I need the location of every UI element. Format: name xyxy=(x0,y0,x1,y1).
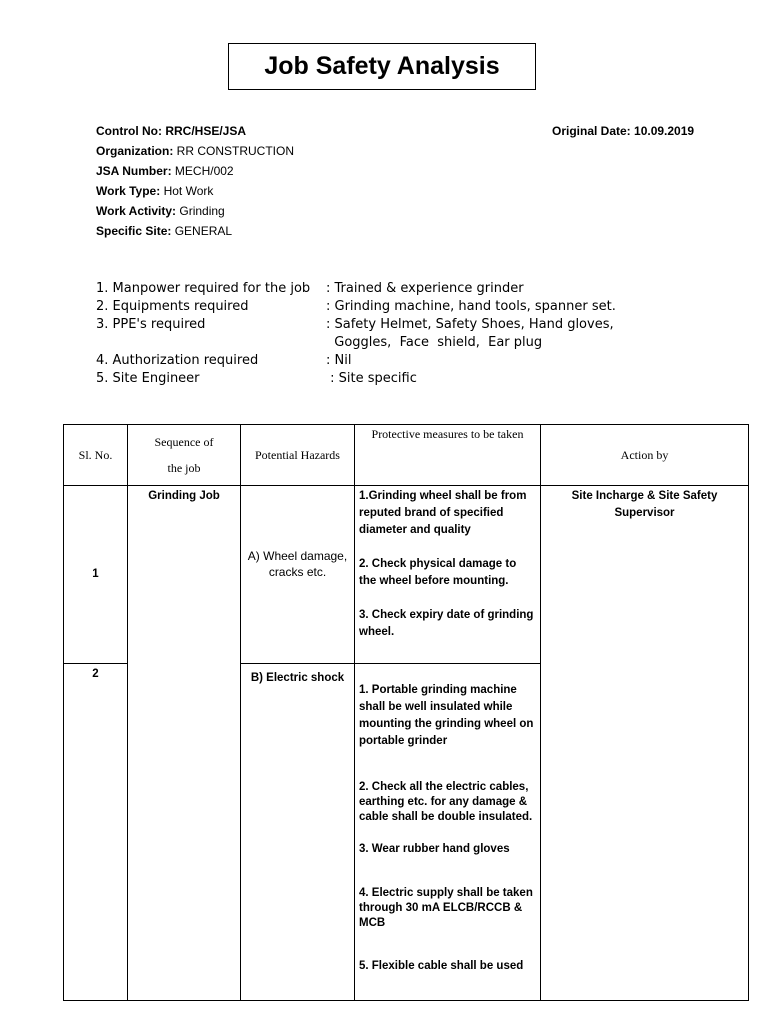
requirement-value: : Nil xyxy=(326,353,352,368)
document-title: Job Safety Analysis xyxy=(264,52,500,80)
header-sequence xyxy=(128,425,241,486)
row-2-measure: 1. Portable grinding machine shall be well insulated while mounting the grinding wheel on portable grinder xyxy=(359,684,534,747)
row-2-measure: 4. Electric supply shall be taken through 30 mA ELCB/RCCB & MCB xyxy=(359,887,533,929)
specific-site-line xyxy=(96,221,294,241)
row-2-measure: 5. Flexible cable shall be used xyxy=(359,960,524,972)
row-sequence-text: Grinding Job xyxy=(148,490,220,502)
jsa-table xyxy=(63,424,749,1001)
requirement-label: 1. Manpower required for the job xyxy=(96,281,311,296)
header-sequence-line1: Sequence of xyxy=(154,435,214,449)
organization-label: Organization: xyxy=(96,144,177,158)
row-1-sl xyxy=(64,486,128,664)
original-date-value: 10.09.2019 xyxy=(634,124,695,138)
requirement-value: Goggles, Face shield, Ear plug xyxy=(326,335,543,350)
row-2-measure: 2. Check all the electric cables, earthing etc. for any damage & cable shall be double insulated. xyxy=(359,781,533,823)
table-row xyxy=(64,486,749,664)
work-type-line xyxy=(96,181,294,201)
header-sl-no-text: Sl. No. xyxy=(78,447,113,462)
requirement-label: 2. Equipments required xyxy=(96,299,249,314)
original-date-line xyxy=(552,121,694,141)
table-header-row xyxy=(64,425,749,486)
row-2-measure: 3. Wear rubber hand gloves xyxy=(359,843,510,855)
header-sequence-line2: the job xyxy=(167,461,201,475)
header-action xyxy=(541,425,749,486)
row-sequence xyxy=(128,486,241,1001)
work-activity-line xyxy=(96,201,294,221)
header-measures xyxy=(355,425,541,486)
specific-site-label: Specific Site: xyxy=(96,224,175,238)
requirement-value: : Site specific xyxy=(326,371,417,386)
meta-block xyxy=(96,121,294,241)
document-title-box xyxy=(228,43,536,90)
specific-site-value: GENERAL xyxy=(174,224,233,238)
row-1-measure: 1.Grinding wheel shall be from reputed brand of specified diameter and quality xyxy=(359,490,527,536)
organization-line xyxy=(96,141,294,161)
header-hazards-text: Potential Hazards xyxy=(255,447,340,462)
header-measures-text: Protective measures to be taken xyxy=(371,427,524,441)
work-activity-label: Work Activity: xyxy=(96,204,180,218)
control-no-line xyxy=(96,121,294,141)
row-2-sl-text: 2 xyxy=(92,668,99,680)
requirement-value: : Trained & experience grinder xyxy=(326,281,524,296)
row-2-hazard xyxy=(241,664,355,1001)
jsa-number-label: JSA Number: xyxy=(96,164,175,178)
jsa-number-line xyxy=(96,161,294,181)
row-2-hazard-text: B) Electric shock xyxy=(250,672,345,684)
row-2-measures xyxy=(355,664,541,1001)
control-no-value: RRC/HSE/JSA xyxy=(165,124,247,138)
row-1-sl-text: 1 xyxy=(92,568,99,580)
original-date-label: Original Date: xyxy=(552,124,635,138)
control-no-label: Control No: xyxy=(96,124,166,138)
organization-value: RR CONSTRUCTION xyxy=(176,144,294,158)
jsa-number-value: MECH/002 xyxy=(174,164,234,178)
requirement-value: : Grinding machine, hand tools, spanner set. xyxy=(326,299,616,314)
row-1-measures xyxy=(355,486,541,664)
row-1-hazard-text: A) Wheel damage, cracks etc. xyxy=(247,549,348,579)
row-1-measure: 3. Check expiry date of grinding wheel. xyxy=(359,609,534,638)
requirement-label: 3. PPE's required xyxy=(96,317,206,332)
header-action-text: Action by xyxy=(620,447,669,462)
row-action-text: Site Incharge & Site Safety Supervisor xyxy=(571,490,718,519)
work-activity-value: Grinding xyxy=(179,204,225,218)
header-sl-no xyxy=(64,425,128,486)
work-type-value: Hot Work xyxy=(163,184,214,198)
row-2-sl xyxy=(64,664,128,1001)
row-1-measure: 2. Check physical damage to the wheel before mounting. xyxy=(359,558,517,587)
row-1-hazard xyxy=(241,486,355,664)
requirement-label: 4. Authorization required xyxy=(96,353,259,368)
header-hazards xyxy=(241,425,355,486)
row-action xyxy=(541,486,749,1001)
requirement-value: : Safety Helmet, Safety Shoes, Hand gloves, xyxy=(326,317,614,332)
requirement-label: 5. Site Engineer xyxy=(96,371,200,386)
work-type-label: Work Type: xyxy=(96,184,164,198)
